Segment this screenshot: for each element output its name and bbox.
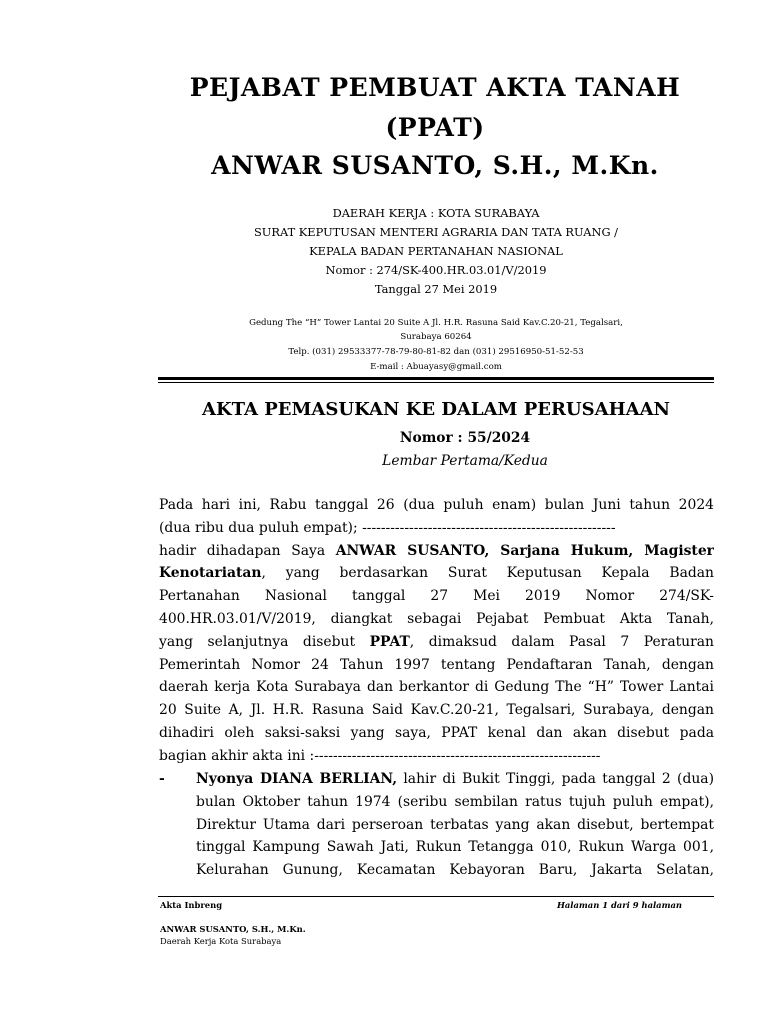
bullet-dash: - — [159, 771, 165, 787]
footer-work-area: Daerah Kerja Kota Surabaya — [160, 936, 282, 946]
deed-title: AKTA PEMASUKAN KE DALAM PERUSAHAAN — [202, 399, 670, 420]
decree-number-line: Nomor : 274/SK-400.HR.03.01/V/2019 — [325, 263, 547, 277]
body-line — [159, 631, 714, 654]
party-line: Direktur Utama dari perseroan terbatas yang akan disebut, bertempat — [196, 816, 714, 833]
party-name: Nyonya DIANA BERLIAN, — [196, 771, 398, 787]
body-line — [159, 540, 714, 563]
officer-full-name: ANWAR SUSANTO, Sarjana Hukum, Magister — [335, 542, 714, 559]
body-text-segment: hadir dihadapan Saya — [159, 542, 336, 559]
deed-sheet: Lembar Pertama/Kedua — [382, 453, 548, 469]
address-city-line: Surabaya 60264 — [400, 332, 472, 342]
party-text-segment: lahir di Bukit Tinggi, pada tanggal 2 (dua) — [397, 771, 714, 787]
body-line: 400.HR.03.01/V/2019, diangkat sebagai Pejabat Pembuat Akta Tanah, — [159, 610, 714, 627]
body-text-segment: yang selanjutnya disebut — [159, 633, 370, 650]
body-line: daerah kerja Kota Surabaya dan berkantor di Gedung The “H” Tower Lantai — [159, 679, 714, 696]
party-description — [196, 768, 714, 882]
decree-date-line: Tanggal 27 Mei 2019 — [374, 282, 498, 296]
decree-line: SURAT KEPUTUSAN MENTERI AGRARIA DAN TATA RUANG / — [253, 225, 619, 239]
body-line: bagian akhir akta ini :------------------------------------------------------------- — [159, 747, 601, 764]
office-title: PEJABAT PEMBUAT AKTA TANAH — [189, 73, 681, 102]
office-abbreviation: (PPAT) — [385, 113, 485, 142]
body-line — [159, 562, 714, 585]
body-line: 20 Suite A, Jl. H.R. Rasuna Said Kav.C.20-21, Tegalsari, Surabaya, dengan — [159, 702, 714, 719]
party-line — [196, 768, 714, 791]
footer-page-info: Halaman 1 dari 9 halaman — [556, 900, 682, 910]
deed-number: Nomor : 55/2024 — [399, 430, 531, 446]
deed-body — [159, 494, 714, 768]
party-line: bulan Oktober tahun 1974 (seribu sembilan ratus tujuh puluh empat), — [196, 793, 714, 810]
officer-title-end: Kenotariatan — [159, 565, 262, 582]
header-divider-thin — [158, 382, 714, 383]
party-line: tinggal Kampung Sawah Jati, Rukun Tetangga 010, Rukun Warga 001, — [196, 839, 714, 856]
agency-line: KEPALA BADAN PERTANAHAN NASIONAL — [309, 244, 563, 258]
body-line: (dua ribu dua puluh empat); ------------------------------------------------------ — [159, 519, 616, 536]
body-line: Pertanahan Nasional tanggal 27 Mei 2019 Nomor 274/SK- — [159, 588, 714, 605]
party-line: Kelurahan Gunung, Kecamatan Kebayoran Baru, Jakarta Selatan, — [196, 862, 714, 879]
ppat-abbrev: PPAT — [369, 633, 410, 650]
footer-divider — [158, 896, 714, 897]
work-area-line: DAERAH KERJA : KOTA SURABAYA — [332, 206, 540, 220]
body-line: Pemerintah Nomor 24 Tahun 1997 tentang Pendaftaran Tanah, dengan — [159, 656, 714, 673]
address-line: Gedung The “H” Tower Lantai 20 Suite A Jl. H.R. Rasuna Said Kav.C.20-21, Tegalsari, — [249, 318, 623, 328]
body-text-segment: , dimaksud dalam Pasal 7 Peraturan — [409, 633, 714, 650]
officer-name: ANWAR SUSANTO, S.H., M.Kn. — [211, 151, 659, 180]
footer-doc-label: Akta Inbreng — [160, 900, 223, 910]
footer-officer-name: ANWAR SUSANTO, S.H., M.Kn. — [160, 924, 306, 934]
body-line: dihadiri oleh saksi-saksi yang saya, PPAT kenal dan akan disebut pada — [159, 724, 714, 741]
header-divider-thick — [158, 377, 714, 380]
body-text-segment: , yang berdasarkan Surat Keputusan Kepala Badan — [261, 565, 714, 582]
body-line: Pada hari ini, Rabu tanggal 26 (dua puluh enam) bulan Juni tahun 2024 — [159, 497, 714, 513]
email-line: E-mail : Abuayasy@gmail.com — [370, 362, 502, 372]
phone-line: Telp. (031) 29533377-78-79-80-81-82 dan (031) 29516950-51-52-53 — [288, 347, 584, 357]
